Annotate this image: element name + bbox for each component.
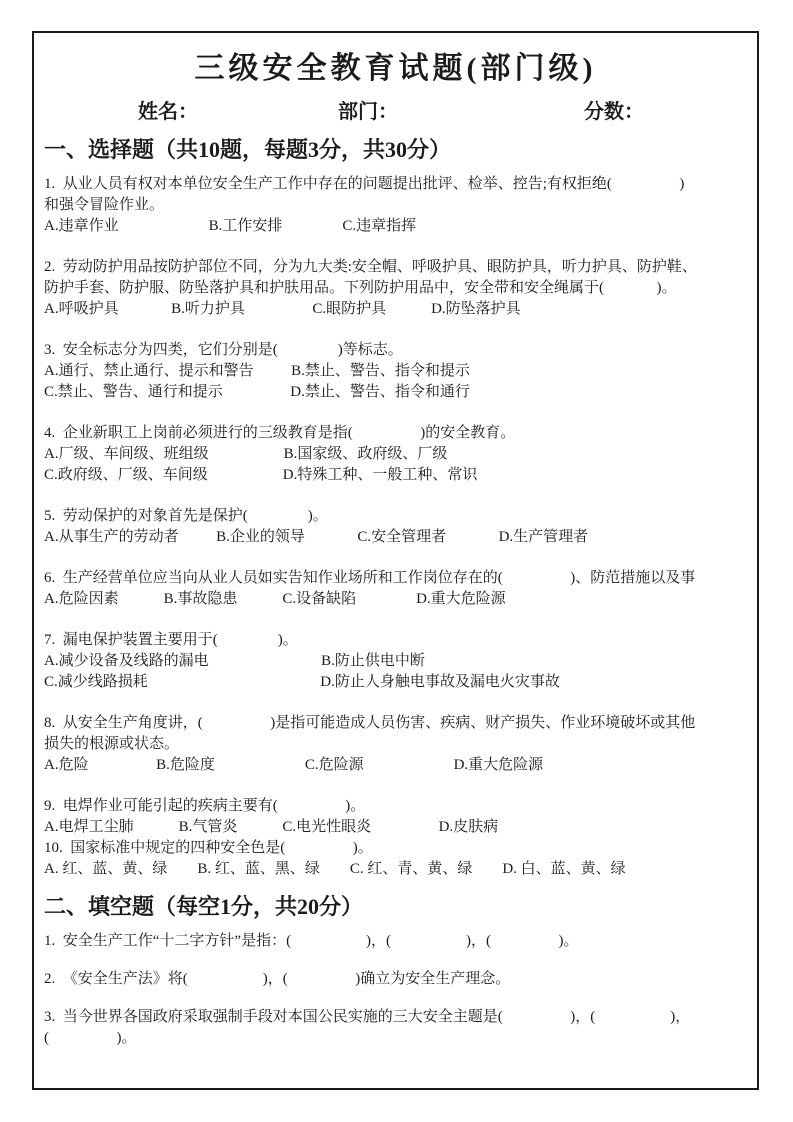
question (44, 969, 747, 990)
question (44, 1007, 747, 1049)
question-line: 7. 漏电保护装置主要用于( )。 (44, 632, 298, 648)
question (44, 931, 747, 952)
option-line: A.减少设备及线路的漏电 B.防止供电中断 (44, 653, 425, 669)
option-line: C.禁止、警告、通行和提示 D.禁止、警告、指令和通行 (44, 384, 470, 400)
question (44, 506, 747, 548)
question-line: 6. 生产经营单位应当向从业人员如实告知作业场所和工作岗位存在的( )、防范措施以及事 (44, 570, 696, 586)
question-line: 3. 当今世界各国政府采取强制手段对本国公民实施的三大安全主题是( )，( )， (44, 1009, 691, 1025)
sections-container (44, 135, 747, 1049)
question-line: 2. 劳动防护用品按防护部位不同，分为九大类:安全帽、呼吸护具、眼防护具，听力护具、防护鞋、 (44, 259, 697, 275)
question-line: 3. 安全标志分为四类，它们分别是( )等标志。 (44, 342, 403, 358)
option-line: A. 红、蓝、黄、绿 B. 红、蓝、黑、绿 C. 红、青、黄、绿 D. 白、蓝、黄、绿 (44, 861, 626, 877)
option-line: A.危险 B.危险度 C.危险源 D.重大危险源 (44, 757, 544, 773)
section (44, 892, 747, 1049)
question (44, 423, 747, 486)
score-field-label: 分数： (584, 101, 644, 123)
question (44, 838, 747, 880)
section-heading: 二、填空题（每空1分，共20分） (44, 894, 364, 919)
question-line: 2. 《安全生产法》将( )，( )确立为安全生产理念。 (44, 971, 511, 987)
question (44, 713, 747, 776)
question (44, 568, 747, 610)
section-heading: 一、选择题（共10题，每题3分，共30分） (44, 137, 452, 162)
exam-title: 三级安全教育试题(部门级) (194, 52, 597, 85)
header-fields (44, 99, 747, 125)
question-line: 损失的根源或状态。 (44, 736, 180, 752)
question-line: 8. 从安全生产角度讲，( )是指可能造成人员伤害、疾病、财产损失、作业环境破坏或其他 (44, 715, 696, 731)
department-field-label: 部门： (338, 101, 398, 123)
question-line: 10. 国家标准中规定的四种安全色是( )。 (44, 840, 373, 856)
question (44, 257, 747, 320)
option-line: A.厂级、车间级、班组级 B.国家级、政府级、厂级 (44, 446, 448, 462)
option-line: A.电焊工尘肺 B.气管炎 C.电光性眼炎 D.皮肤病 (44, 819, 499, 835)
question-line: 4. 企业新职工上岗前必须进行的三级教育是指( )的安全教育。 (44, 425, 516, 441)
option-line: A.呼吸护具 B.听力护具 C.眼防护具 D.防坠落护具 (44, 301, 521, 317)
question-line: ( )。 (44, 1030, 137, 1046)
question (44, 796, 747, 838)
question-line: 和强令冒险作业。 (44, 197, 165, 213)
option-line: A.危险因素 B.事故隐患 C.设备缺陷 D.重大危险源 (44, 591, 506, 607)
question-line: 1. 安全生产工作“十二字方针”是指：( )，( )，( )。 (44, 933, 579, 949)
section (44, 135, 747, 880)
question-line: 防护手套、防护服、防坠落护具和护肤用品。下列防护用品中，安全带和安全绳属于( )。 (44, 280, 677, 296)
question-line: 5. 劳动保护的对象首先是保护( )。 (44, 508, 328, 524)
question (44, 630, 747, 693)
option-line: C.政府级、厂级、车间级 D.特殊工种、一般工种、常识 (44, 467, 478, 483)
question-line: 1. 从业人员有权对本单位安全生产工作中存在的问题提出批评、检举、控告;有权拒绝( ) (44, 176, 685, 192)
option-line: A.违章作业 B.工作安排 C.违章指挥 (44, 218, 417, 234)
name-field-label: 姓名： (138, 101, 198, 123)
option-line: A.通行、禁止通行、提示和警告 B.禁止、警告、指令和提示 (44, 363, 470, 379)
question (44, 174, 747, 237)
option-line: C.减少线路损耗 D.防止人身触电事故及漏电火灾事故 (44, 674, 560, 690)
option-line: A.从事生产的劳动者 B.企业的领导 C.安全管理者 D.生产管理者 (44, 529, 589, 545)
page-border (32, 31, 759, 1090)
question-line: 9. 电焊作业可能引起的疾病主要有( )。 (44, 798, 366, 814)
question (44, 340, 747, 403)
